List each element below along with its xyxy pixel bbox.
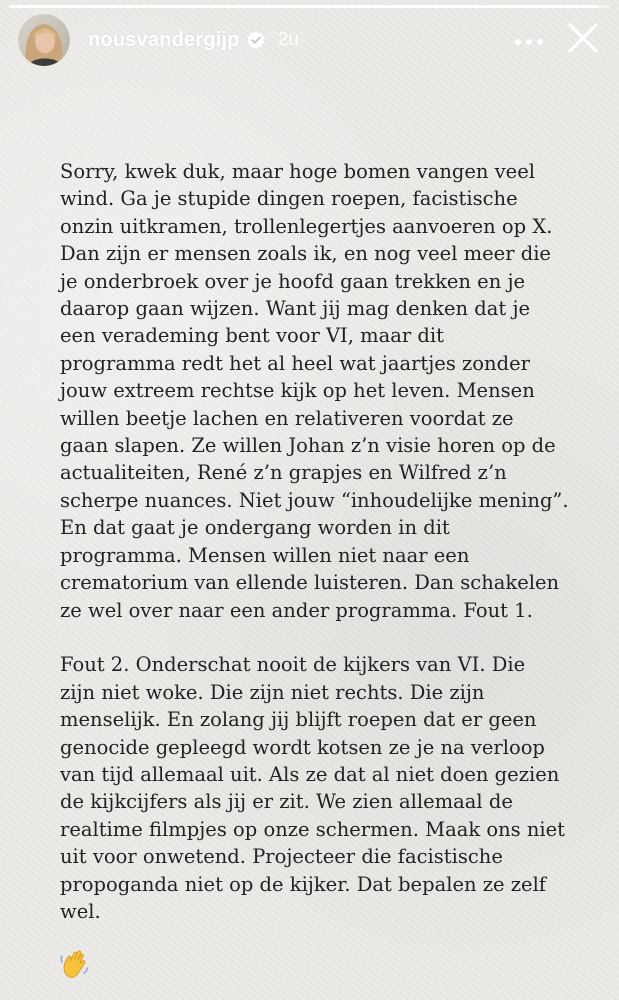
close-icon <box>567 22 599 58</box>
waving-hand-icon <box>60 948 90 980</box>
story-paragraph-2: Fout 2. Onderschat nooit de kijkers van VI. Die zijn niet woke. Die zijn niet rechts. Die zijn menselijk. En zolang jij blijft roepen dat er geen genocide gepleegd wordt kotsen ze je na verloop van tijd allemaal uit. Als ze dat al niet doen gezien de kijkcijfers als jij er zit. We zien allemaal de realtime filmpjes op onze schermen. Maak ons niet uit voor onwetend. Projecteer die facistische propoganda niet op de kijker. Dat bepalen ze zelf wel. <box>60 653 566 923</box>
more-options-button[interactable] <box>509 20 549 60</box>
avatar[interactable] <box>18 14 70 66</box>
close-button[interactable] <box>561 18 605 62</box>
story-text-body <box>60 158 580 953</box>
post-time: 2u <box>277 29 299 50</box>
story-progress-bar <box>9 5 610 8</box>
story-progress-fill <box>9 5 598 8</box>
username[interactable]: nousvandergijp <box>88 28 240 51</box>
more-horizontal-icon <box>514 31 544 50</box>
story-header <box>18 14 605 66</box>
story-paragraph-1: Sorry, kwek duk, maar hoge bomen vangen veel wind. Ga je stupide dingen roepen, facistische onzin uitkramen, trollenlegertjes aanvoeren op X. Dan zijn er mensen zoals ik, en nog veel meer die je onderbroek over je hoofd gaan trekken en je daarop gaan wijzen. Want jij mag denken dat je een verademing bent voor VI, maar dit programma redt het al heel wat jaartjes zonder jouw extreem rechtse kijk op het leven. Mensen willen beetje lachen en relativeren voordat ze gaan slapen. Ze willen Johan z’n visie horen op de actualiteiten, René z’n grapjes en Wilfred z’n scherpe nuances. Niet jouw “inhoudelijke mening”. En dat gaat je ondergang worden in dit programma. Mensen willen niet naar een crematorium van ellende luisteren. Dan schakelen ze wel over naar een ander programma. Fout 1. <box>60 160 569 622</box>
verified-badge-icon <box>246 30 266 50</box>
